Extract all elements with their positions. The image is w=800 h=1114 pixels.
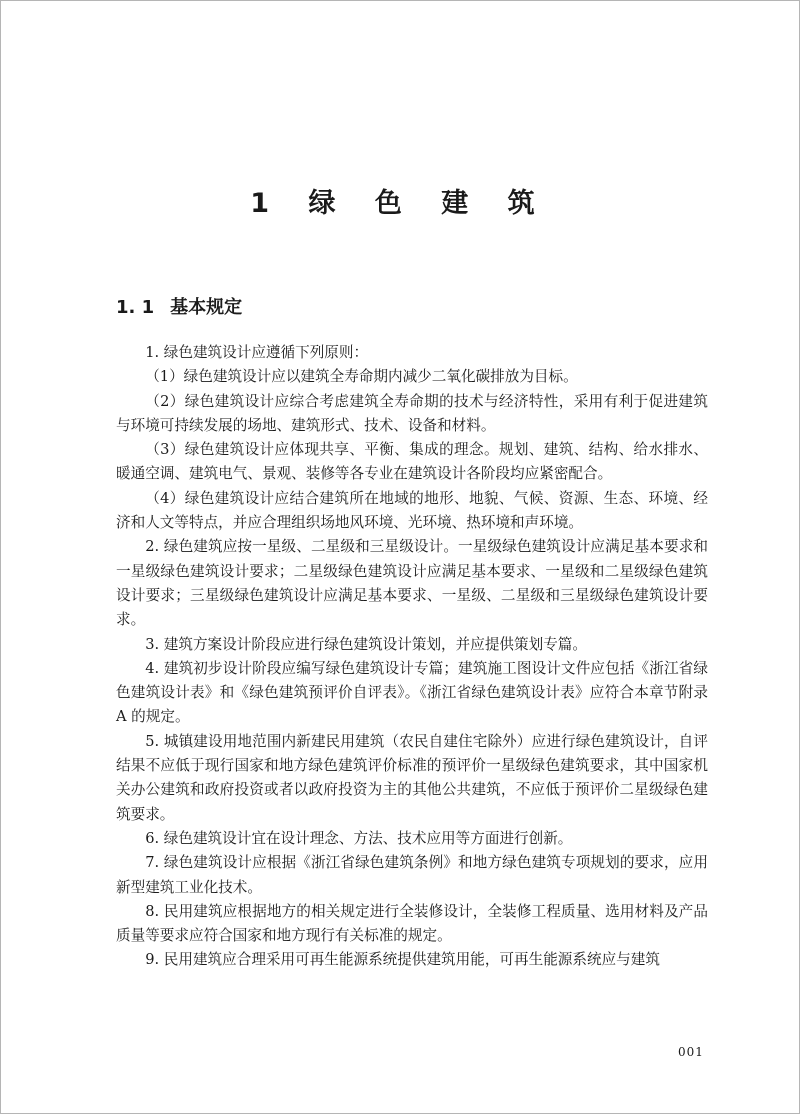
page-number: 001 [678,1045,704,1059]
paragraph: 1. 绿色建筑设计应遵循下列原则： [145,344,369,361]
paragraph: 6. 绿色建筑设计宜在设计理念、方法、技术应用等方面进行创新。 [145,829,573,847]
paragraph: 4. 建筑初步设计阶段应编写绿色建筑设计专篇；建筑施工图设计文件应包括《浙江省绿色建筑设计表》和《绿色建筑预评价自评表》。《浙江省绿色建筑设计表》应符合本章节附录 A 的规定。 [116,659,708,726]
paragraph: （3）绿色建筑设计应体现共享、平衡、集成的理念。规划、建筑、结构、给水排水、暖通空调、建筑电气、景观、装修等各专业在建筑设计各阶段均应紧密配合。 [116,441,708,483]
body-text [116,341,708,973]
section-heading [116,295,242,321]
paragraph: （1）绿色建筑设计应以建筑全寿命期内减少二氧化碳排放为目标。 [145,368,578,386]
paragraph: （2）绿色建筑设计应综合考虑建筑全寿命期的技术与经济特性，采用有利于促进建筑与环境可持续发展的场地、建筑形式、技术、设备和材料。 [116,392,708,434]
paragraph: 7. 绿色建筑设计应根据《浙江省绿色建筑条例》和地方绿色建筑专项规划的要求，应用新型建筑工业化技术。 [116,854,708,896]
paragraph: 9. 民用建筑应合理采用可再生能源系统提供建筑用能，可再生能源系统应与建筑 [145,951,660,969]
paragraph: 3. 建筑方案设计阶段应进行绿色建筑设计策划，并应提供策划专篇。 [145,635,587,653]
section-title: 基本规定 [170,297,243,318]
paragraph: 2. 绿色建筑应按一星级、二星级和三星级设计。一星级绿色建筑设计应满足基本要求和一星级绿色建筑设计要求；二星级绿色建筑设计应满足基本要求、一星级和二星级绿色建筑设计要求；三星级绿色建筑设计应满足基本要求、一星级、二星级和三星级绿色建筑设计要求。 [116,538,708,629]
paragraph: （4）绿色建筑设计应结合建筑所在地域的地形、地貌、气候、资源、生态、环境、经济和人文等特点，并应合理组织场地风环境、光环境、热环境和声环境。 [116,489,708,532]
chapter-title: 1 绿 色 建 筑 [250,188,550,219]
paragraph: 8. 民用建筑应根据地方的相关规定进行全装修设计，全装修工程质量、选用材料及产品质量等要求应符合国家和地方现行有关标准的规定。 [116,902,708,945]
paragraph: 5. 城镇建设用地范围内新建民用建筑（农民自建住宅除外）应进行绿色建筑设计，自评结果不应低于现行国家和地方绿色建筑评价标准的预评价一星级绿色建筑要求，其中国家机关办公建筑和政府投资或者以政府投资为主的其他公共建筑，不应低于预评价二星级绿色建筑要求。 [116,732,708,823]
section-number: 1. 1 [116,297,155,318]
